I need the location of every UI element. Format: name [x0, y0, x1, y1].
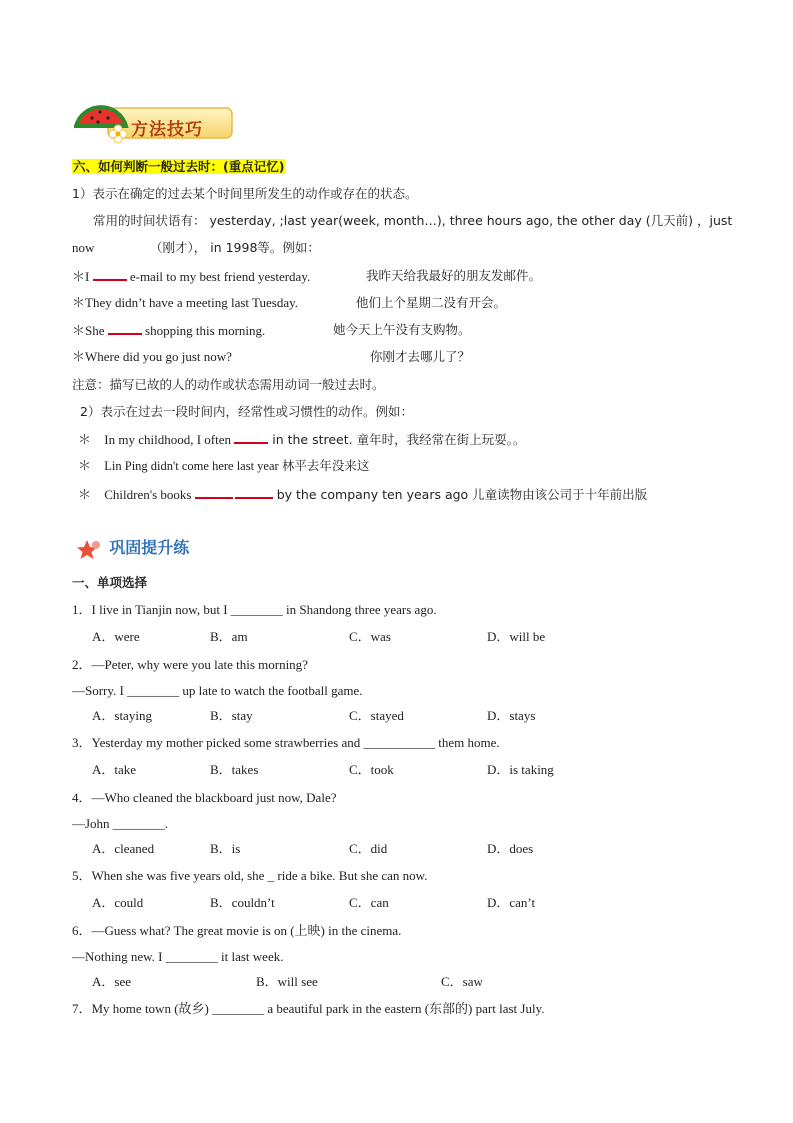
badge-label: 方法技巧	[131, 120, 203, 140]
star-icon	[76, 539, 102, 561]
example-1: ＊I e-mail to my best friend yesterday.	[72, 269, 311, 284]
section-heading: 六、如何判断一般过去时：(重点记忆)	[73, 159, 285, 174]
question-2: 2．—Peter, why were you late this morning?	[72, 657, 308, 672]
q2-option-b[interactable]: B．stay	[210, 708, 253, 723]
q2-option-c[interactable]: C．stayed	[349, 708, 404, 723]
q6-option-c[interactable]: C．saw	[441, 974, 483, 989]
question-7: 7．My home town (故乡) ________ a beautiful park in the eastern (东部的) part last July.	[72, 1001, 545, 1016]
q2-option-d[interactable]: D．stays	[487, 708, 536, 723]
q3-option-b[interactable]: B．takes	[210, 762, 259, 777]
answer-blank	[234, 430, 268, 444]
habit-example-1: ＊ In my childhood, I often in the street. 童年时，我经常在街上玩耍。。	[78, 432, 526, 447]
q1-option-a[interactable]: A．were	[92, 629, 140, 644]
q1-option-c[interactable]: C．was	[349, 629, 391, 644]
q5-option-c[interactable]: C．can	[349, 895, 389, 910]
rule-1: 1）表示在确定的过去某个时间里所发生的动作或存在的状态。	[72, 186, 418, 201]
question-6: 6．—Guess what? The great movie is on (上映) in the cinema.	[72, 923, 402, 938]
time-adverbs-line-2b: （刚才）， in 1998等。例如：	[150, 240, 320, 255]
part-title: 一、单项选择	[72, 575, 148, 590]
example-3: ＊She shopping this morning.	[72, 323, 266, 338]
q3-option-d[interactable]: D．is taking	[487, 762, 554, 777]
example-2: ＊They didn’t have a meeting last Tuesday.	[72, 295, 299, 310]
answer-blank	[195, 485, 233, 499]
q4-option-d[interactable]: D．does	[487, 841, 534, 856]
q6-option-a[interactable]: A．see	[92, 974, 131, 989]
q5-option-d[interactable]: D．can’t	[487, 895, 536, 910]
q1-option-d[interactable]: D．will be	[487, 629, 546, 644]
example-4: ＊Where did you go just now?	[72, 349, 232, 364]
question-1: 1．I live in Tianjin now, but I ________ in Shandong three years ago.	[72, 602, 437, 617]
question-5: 5．When she was five years old, she _ ride a bike. But she can now.	[72, 868, 428, 883]
habit-example-3: ＊ Children's books by the company ten years ago 儿童读物由该公司于十年前出版	[78, 487, 648, 502]
question-6-line-2: —Nothing new. I ________ it last week.	[72, 949, 284, 964]
q5-option-b[interactable]: B．couldn’t	[210, 895, 275, 910]
habit-example-2: ＊ Lin Ping didn't come here last year 林平去年没来这	[78, 458, 370, 473]
answer-blank	[108, 321, 142, 335]
q4-option-b[interactable]: B．is	[210, 841, 241, 856]
question-4: 4．—Who cleaned the blackboard just now, Dale?	[72, 790, 337, 805]
q3-option-a[interactable]: A．take	[92, 762, 137, 777]
example-4-cn: 你刚才去哪儿了？	[370, 349, 471, 364]
answer-blank	[235, 485, 273, 499]
note: 注意：描写已故的人的动作或状态需用动词一般过去时。	[72, 377, 385, 392]
q2-option-a[interactable]: A．staying	[92, 708, 152, 723]
question-2-line-2: —Sorry. I ________ up late to watch the football game.	[72, 683, 363, 698]
q4-option-a[interactable]: A．cleaned	[92, 841, 155, 856]
practice-title-row: 巩固提升练	[76, 539, 189, 561]
example-2-cn: 他们上个星期二没有开会。	[356, 295, 507, 310]
question-3: 3．Yesterday my mother picked some strawberries and ___________ them home.	[72, 735, 500, 750]
q6-option-b[interactable]: B．will see	[256, 974, 318, 989]
q3-option-c[interactable]: C．took	[349, 762, 394, 777]
time-adverbs-line-1: 常用的时间状语有： yesterday, ;last year(week, month…), three hours ago, the other day (几天前) ，just	[93, 213, 733, 228]
q1-option-b[interactable]: B．am	[210, 629, 248, 644]
answer-blank	[93, 267, 127, 281]
rule-2: 2）表示在过去一段时间内，经常性或习惯性的动作。例如：	[80, 404, 413, 419]
example-3-cn: 她今天上午没有支购物。	[333, 322, 471, 337]
time-adverbs-line-2: now	[72, 240, 95, 255]
q4-option-c[interactable]: C．did	[349, 841, 388, 856]
q5-option-a[interactable]: A．could	[92, 895, 144, 910]
question-4-line-2: —John ________.	[72, 816, 169, 831]
example-1-cn: 我昨天给我最好的朋友发邮件。	[366, 268, 542, 283]
